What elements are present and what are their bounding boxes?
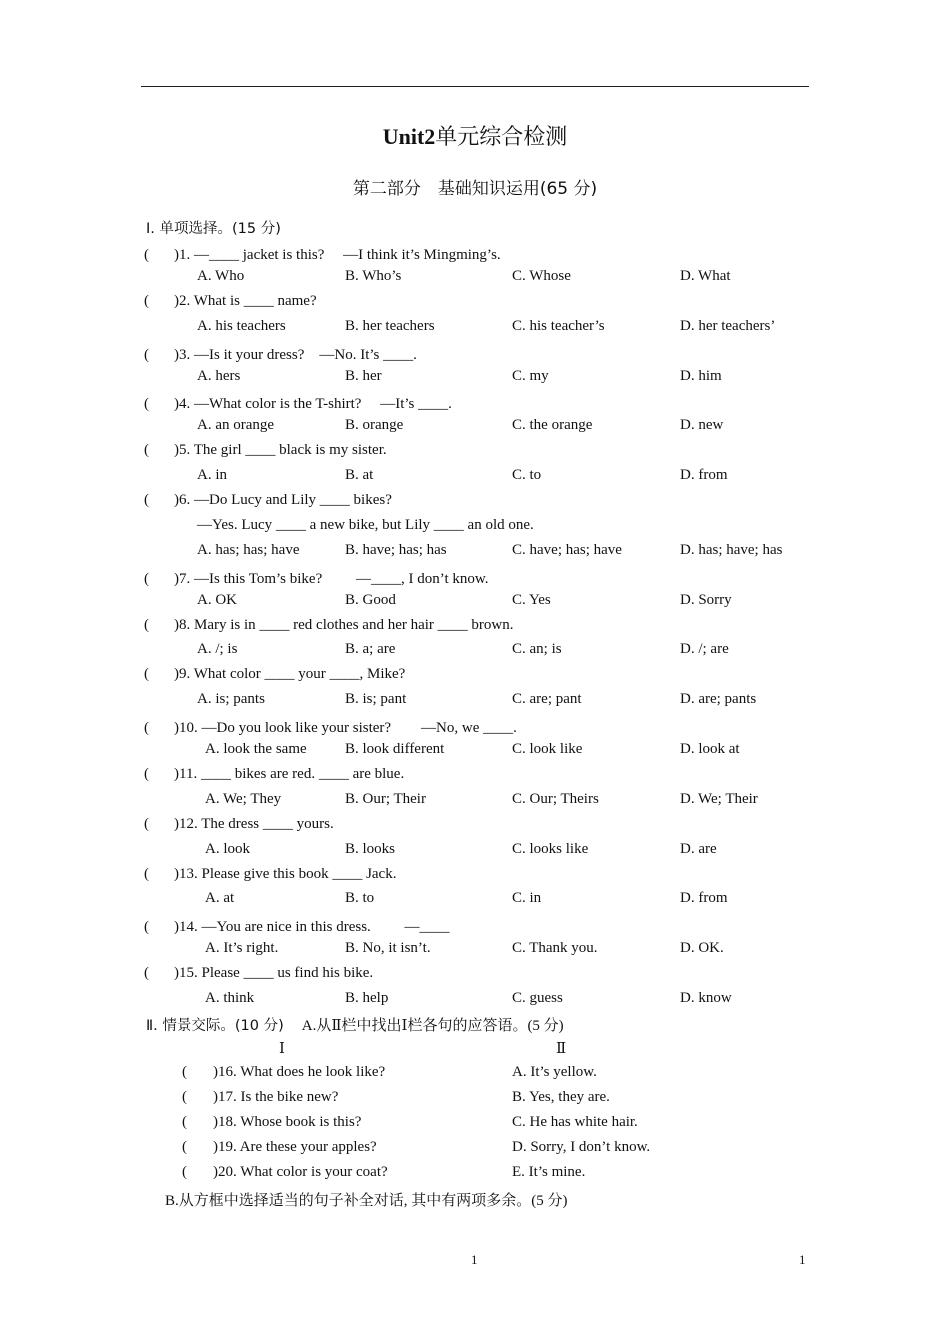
answer-blank[interactable]: ( [144, 815, 149, 832]
option-b: B. looks [345, 840, 396, 857]
option-d: D. from [680, 467, 728, 484]
option-a: A. We; They [205, 790, 282, 807]
question-stem: )4. —What color is the T-shirt? —It’s ____. [174, 396, 452, 413]
option-c: C. guess [512, 990, 563, 1006]
answer-blank[interactable]: ( [144, 919, 149, 936]
part-b-instruction: B.从方框中选择适当的句子补全对话, 其中有两项多余。(5 分) [165, 1193, 568, 1209]
option-c: C. look like [512, 741, 583, 757]
question-2 [144, 293, 317, 310]
option-b: B. to [345, 890, 375, 907]
option-c: C. looks like [512, 840, 589, 857]
page-number-center: 1 [471, 1252, 478, 1267]
option-a: A. has; has; have [197, 541, 300, 558]
question-8 [144, 617, 514, 634]
answer-blank[interactable]: ( [144, 492, 149, 508]
option-c: C. his teacher’s [512, 317, 605, 334]
match-answer: E. It’s mine. [512, 1164, 586, 1180]
question-stem: )1. —____ jacket is this? —I think it’s Mingming’s. [174, 247, 501, 263]
option-d: D. from [680, 890, 728, 907]
column-i-header: Ⅰ [279, 1041, 285, 1057]
match-answer: C. He has white hair. [512, 1114, 638, 1130]
option-b: B. Who’s [345, 267, 402, 284]
option-c: C. in [512, 890, 542, 907]
question-stem: )8. Mary is in ____ red clothes and her hair ____ brown. [174, 616, 514, 633]
option-d: D. know [680, 990, 732, 1006]
title-unit: Unit2 [382, 124, 436, 149]
option-b: B. at [345, 467, 374, 484]
option-c: C. are; pant [512, 691, 582, 708]
option-a: A. look the same [205, 741, 307, 757]
option-b: B. orange [345, 417, 404, 434]
option-b: B. Our; Their [345, 790, 426, 807]
title-text: 单元综合检测 [435, 124, 568, 149]
option-c: C. Our; Theirs [512, 790, 599, 807]
option-c: C. Yes [512, 591, 551, 608]
question-15 [144, 965, 373, 982]
option-c: C. my [512, 367, 549, 384]
match-answer: B. Yes, they are. [512, 1089, 610, 1105]
match-question-text: )16. What does he look like? [213, 1064, 386, 1080]
option-d: D. look at [680, 741, 740, 757]
question-stem: )3. —Is it your dress? —No. It’s ____. [174, 346, 417, 363]
option-c: C. the orange [512, 417, 593, 434]
answer-blank[interactable]: ( [144, 865, 149, 882]
section2-title: Ⅱ. 情景交际。(10 分) [146, 1018, 284, 1034]
answer-blank[interactable]: ( [144, 442, 149, 459]
option-a: A. hers [197, 367, 241, 384]
option-b: B. have; has; has [345, 541, 447, 558]
option-a: A. Who [197, 267, 245, 284]
option-d: D. are; pants [680, 691, 757, 708]
question-3 [144, 343, 417, 364]
question-12 [144, 816, 334, 833]
answer-blank[interactable]: ( [182, 1114, 187, 1130]
question-stem: )2. What is ____ name? [174, 292, 317, 309]
question-stem-line2: —Yes. Lucy ____ a new bike, but Lily ____ an old one. [197, 516, 534, 533]
question-stem: )15. Please ____ us find his bike. [174, 965, 374, 982]
option-b: B. help [345, 990, 389, 1006]
answer-blank[interactable]: ( [144, 666, 149, 683]
option-d: D. /; are [680, 641, 729, 658]
page-number-right: 1 [799, 1252, 806, 1267]
answer-blank[interactable]: ( [182, 1139, 187, 1155]
answer-blank[interactable]: ( [144, 396, 149, 413]
option-b: B. Good [345, 591, 396, 608]
question-stem: )7. —Is this Tom’s bike? —____, I don’t know. [174, 570, 489, 587]
option-d: D. him [680, 367, 722, 384]
option-d: D. OK. [680, 940, 724, 957]
option-c: C. have; has; have [512, 541, 622, 558]
answer-blank[interactable]: ( [144, 570, 149, 587]
option-c: C. to [512, 467, 542, 484]
match-question-20 [182, 1164, 388, 1181]
question-stem: )11. ____ bikes are red. ____ are blue. [174, 765, 405, 782]
answer-blank[interactable]: ( [144, 616, 149, 633]
question-5 [144, 442, 387, 459]
option-a: A. think [205, 990, 255, 1006]
section2-heading [146, 1014, 564, 1035]
answer-blank[interactable]: ( [144, 720, 149, 737]
header-rule [141, 86, 809, 87]
option-b: B. No, it isn’t. [345, 940, 431, 957]
match-question-16 [182, 1064, 385, 1081]
option-d: D. new [680, 417, 724, 434]
page-title [0, 120, 950, 151]
match-question-17 [182, 1089, 338, 1106]
question-stem: )14. —You are nice in this dress. —____ [174, 919, 450, 936]
part-subtitle: 第二部分 基础知识运用(65 分) [352, 179, 598, 199]
option-a: A. /; is [197, 641, 238, 658]
option-d: D. Sorry [680, 591, 732, 608]
option-c: C. Thank you. [512, 940, 598, 957]
answer-blank[interactable]: ( [182, 1064, 187, 1080]
option-c: C. an; is [512, 641, 562, 658]
answer-blank[interactable]: ( [182, 1164, 187, 1180]
question-14 [144, 915, 450, 936]
question-stem: )5. The girl ____ black is my sister. [174, 442, 387, 459]
option-b: B. her [345, 367, 382, 384]
match-question-text: )20. What color is your coat? [213, 1164, 388, 1180]
question-11 [144, 766, 404, 783]
answer-blank[interactable]: ( [144, 247, 149, 263]
question-7 [144, 567, 489, 588]
match-answer: D. Sorry, I don’t know. [512, 1139, 651, 1155]
answer-blank[interactable]: ( [182, 1089, 187, 1105]
question-stem: )9. What color ____ your ____, Mike? [174, 666, 406, 683]
option-b: B. a; are [345, 641, 396, 658]
option-d: D. has; have; has [680, 541, 783, 558]
answer-blank[interactable]: ( [144, 965, 149, 982]
question-stem: )12. The dress ____ yours. [174, 815, 334, 832]
option-b: B. look different [345, 741, 445, 757]
match-question-18 [182, 1114, 361, 1131]
question-stem: )6. —Do Lucy and Lily ____ bikes? [174, 492, 392, 508]
question-1 [144, 243, 501, 264]
part-a-instruction: A.从Ⅱ栏中找出Ⅰ栏各句的应答语。(5 分) [301, 1018, 564, 1034]
option-d: D. are [680, 840, 717, 857]
column-ii-header: Ⅱ [556, 1041, 567, 1057]
question-6 [144, 492, 392, 509]
option-c: C. Whose [512, 267, 571, 284]
match-question-text: )18. Whose book is this? [213, 1114, 362, 1130]
option-a: A. OK [197, 591, 237, 608]
option-a: A. look [205, 840, 250, 857]
question-10 [144, 716, 517, 737]
match-question-text: )17. Is the bike new? [213, 1089, 339, 1105]
section1-heading: Ⅰ. 单项选择。(15 分) [146, 221, 281, 237]
question-9 [144, 666, 405, 683]
option-d: D. We; Their [680, 790, 758, 807]
option-a: A. It’s right. [205, 940, 279, 957]
match-question-text: )19. Are these your apples? [213, 1139, 377, 1155]
option-a: A. his teachers [197, 317, 286, 334]
option-d: D. her teachers’ [680, 317, 776, 334]
option-a: A. an orange [197, 417, 275, 434]
question-stem: )10. —Do you look like your sister? —No, we ____. [174, 720, 517, 737]
answer-blank[interactable]: ( [144, 292, 149, 309]
answer-blank[interactable]: ( [144, 765, 149, 782]
match-answer: A. It’s yellow. [512, 1064, 597, 1080]
option-d: D. What [680, 267, 731, 284]
question-4 [144, 392, 452, 413]
answer-blank[interactable]: ( [144, 346, 149, 363]
option-a: A. is; pants [197, 691, 265, 708]
option-b: B. is; pant [345, 691, 407, 708]
match-question-19 [182, 1139, 377, 1156]
option-b: B. her teachers [345, 317, 435, 334]
option-a: A. at [205, 890, 235, 907]
option-a: A. in [197, 467, 227, 484]
question-13 [144, 866, 396, 883]
question-stem: )13. Please give this book ____ Jack. [174, 865, 397, 882]
